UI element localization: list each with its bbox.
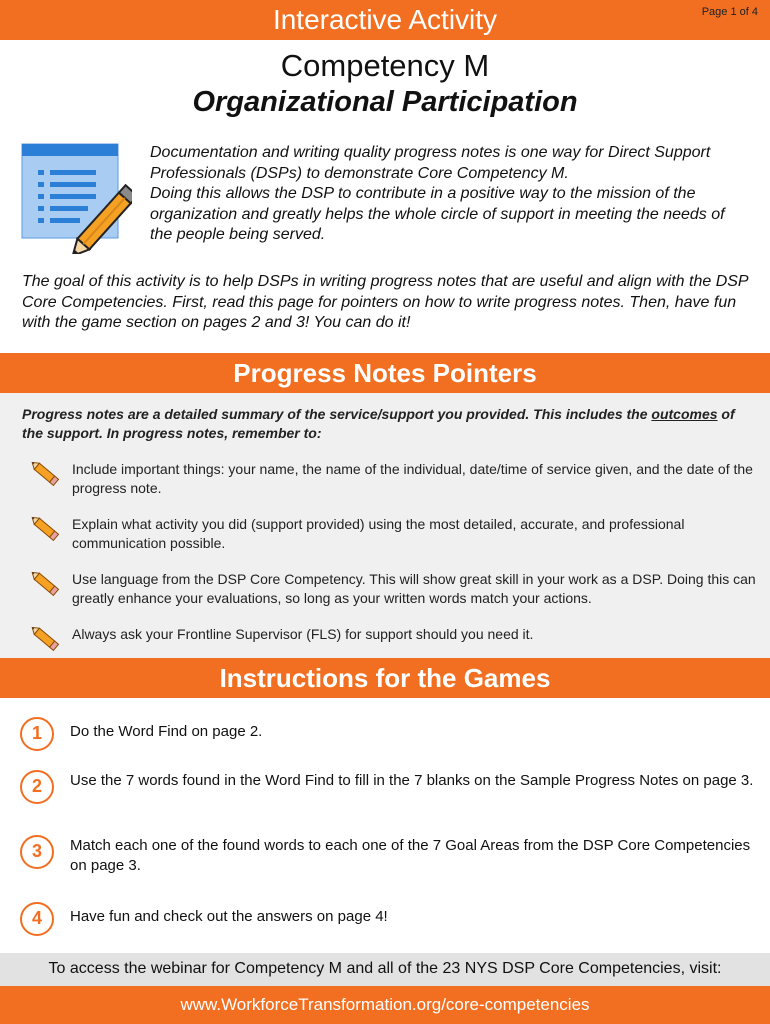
pencil-icon: [30, 623, 62, 655]
footer-access-bar: [0, 953, 770, 986]
pointers-intro-part2: of the support. In progress notes, remember to:: [22, 406, 735, 441]
pencil-icon: [30, 458, 62, 490]
pencil-icon: [30, 513, 62, 545]
pointer-text: Include important things: your name, the name of the individual, date/time of service given, and the date of the progress note.: [72, 461, 753, 496]
pointers-intro-part1: Progress notes are a detailed summary of the service/support you provided. This includes the: [22, 406, 652, 422]
page-indicator: Page 1 of 4: [701, 6, 758, 18]
step-number-badge: 1: [20, 717, 54, 751]
footer-access-text: To access the webinar for Competency M and all of the 23 NYS DSP Core Competencies, visit:: [48, 960, 722, 977]
step-number-badge: 2: [20, 770, 54, 804]
pointer-text: Explain what activity you did (support provided) using the most detailed, accurate, and professional communication possible.: [72, 516, 685, 551]
step-text: Use the 7 words found in the Word Find to fill in the 7 blanks on the Sample Progress Notes on page 3.: [70, 772, 754, 789]
pointers-section-title: Progress Notes Pointers: [233, 358, 537, 388]
page-subtitle: Organizational Participation: [192, 86, 578, 118]
intro-line-2: Doing this allows the DSP to contribute in a positive way to the mission of the organization and greatly helps the whole circle of support in meeting the needs of the people being served.: [150, 185, 725, 243]
instructions-section-title: Instructions for the Games: [219, 663, 551, 693]
pointers-intro-underlined: outcomes: [651, 406, 718, 422]
pencil-icon: [30, 568, 62, 600]
document-with-pencil-icon: [20, 142, 132, 254]
footer-url-link[interactable]: www.WorkforceTransformation.org/core-competencies: [180, 995, 590, 1014]
pointers-section-header: [0, 353, 770, 393]
step-text: Have fun and check out the answers on page 4!: [70, 908, 388, 925]
intro-line-1: Documentation and writing quality progress notes is one way for Direct Support Professionals (DSPs) to demonstrate Core Competency M.: [150, 144, 711, 182]
top-banner: [0, 0, 770, 40]
pointer-text: Use language from the DSP Core Competency. This will show great skill in your work as a DSP. Doing this can greatly enhance your evaluations, so long as your written words match your actions.: [72, 571, 756, 606]
step-text: Match each one of the found words to each one of the 7 Goal Areas from the DSP Core Competencies on page 3.: [70, 837, 751, 874]
pointers-intro: [22, 405, 752, 443]
pointer-text: Always ask your Frontline Supervisor (FLS) for support should you need it.: [72, 626, 534, 642]
step-number-badge: 3: [20, 835, 54, 869]
step-number-badge: 4: [20, 902, 54, 936]
footer-url-bar: [0, 986, 770, 1024]
intro-paragraph: [150, 143, 750, 246]
goal-paragraph: The goal of this activity is to help DSPs in writing progress notes that are useful and align with the DSP Core Competencies. First, read this page for pointers on how to write progress notes. Then, have fun with the game section on pages 2 and 3! You can do it!: [22, 273, 748, 331]
instructions-section-header: [0, 658, 770, 698]
step-text: Do the Word Find on page 2.: [70, 723, 263, 740]
page-title: Competency M: [280, 48, 490, 83]
banner-title: Interactive Activity: [272, 4, 498, 35]
